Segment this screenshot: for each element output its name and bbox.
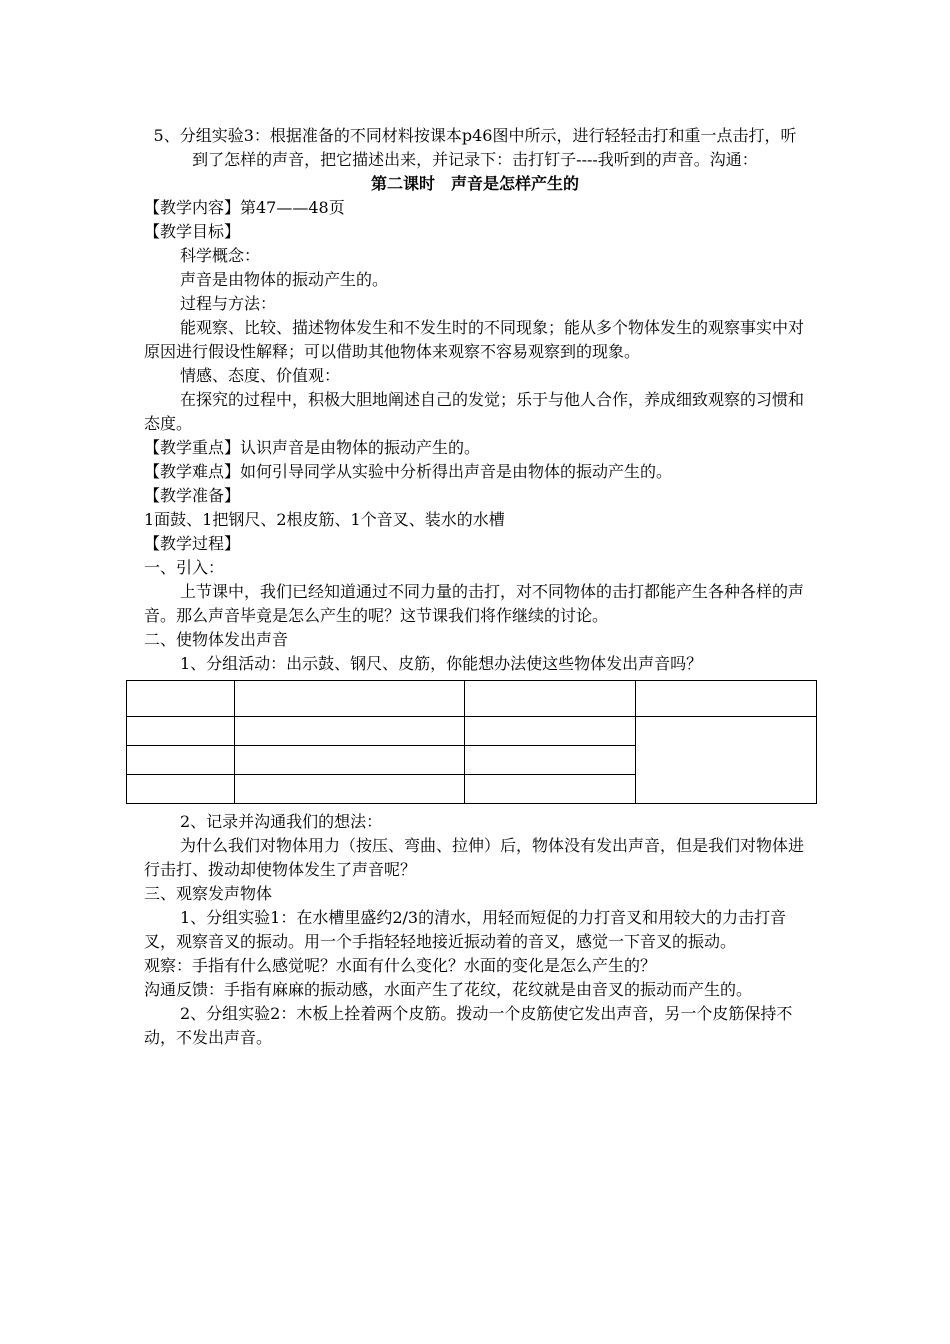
group-activity-1: 1、分组活动：出示鼓、钢尺、皮筋，你能想办法使这些物体发出声音吗？ [180,654,703,673]
table-cell [465,681,636,717]
section-3-heading: 三、观察发声物体 [144,884,273,903]
table-cell [465,775,636,804]
table-row [127,681,817,717]
section-intro-text: 上节课中，我们已经知道通过不同力量的击打，对不同物体的击打都能产生各种各样的声音。那么声音毕竟是怎么产生的呢？这节课我们将作继续的讨论。 [144,582,805,625]
teaching-key-point: 【教学重点】认识声音是由物体的振动产生的。 [144,438,481,457]
process-method-text: 能观察、比较、描述物体发生和不发生时的不同现象；能从多个物体发生的观察事实中对原因进行假设性解释；可以借助其他物体来观察不容易观察到的现象。 [144,318,805,361]
emotion-text: 在探究的过程中，积极大胆地阐述自己的发觉；乐于与他人合作，养成细致观察的习惯和态度。 [144,390,805,433]
science-concept: 声音是由物体的振动产生的。 [180,270,389,289]
observe-questions: 观察：手指有什么感觉呢？水面有什么变化？水面的变化是怎么产生的？ [144,956,657,975]
table-row [127,717,817,746]
table-cell [235,717,465,746]
table-cell [235,775,465,804]
teaching-prep-items: 1面鼓、1把钢尺、2根皮筋、1个音叉、装水的水槽 [144,510,505,529]
experiment-1: 1、分组实验1：在水槽里盛约2/3的清水，用轻而短促的力打音叉和用较大的力击打音叉，观察音叉的振动。用一个手指轻轻地接近振动着的音叉，感觉一下音叉的振动。 [144,908,787,951]
table-cell [465,746,636,775]
teaching-prep-label: 【教学准备】 [144,486,241,505]
intro-experiment-3: 5、分组实验3：根据准备的不同材料按课本p46图中所示，进行轻轻击打和重一点击打，听到了怎样的声音，把它描述出来，并记录下：击打钉子----我听到的声音。沟通： [153,126,797,169]
teaching-goals-label: 【教学目标】 [144,222,241,241]
experiment-2: 2、分组实验2：木板上拴着两个皮筋。拨动一个皮筋使它发出声音，另一个皮筋保持不动，不发出声音。 [144,1004,793,1047]
process-method-label: 过程与方法： [180,294,277,313]
section-2-heading: 二、使物体发出声音 [144,630,289,649]
table-cell [235,681,465,717]
table-cell [127,746,235,775]
record-table [126,680,817,804]
table-cell [127,775,235,804]
feedback-text: 沟通反馈：手指有麻麻的振动感，水面产生了花纹，花纹就是由音叉的振动而产生的。 [144,980,753,999]
document-page [144,124,806,1050]
teaching-difficulty: 【教学难点】如何引导同学从实验中分析得出声音是由物体的振动产生的。 [144,462,673,481]
record-ideas: 2、记录并沟通我们的想法： [180,812,383,831]
table-cell-merged [636,717,817,804]
emotion-label: 情感、态度、价值观： [180,366,341,385]
table-cell [127,717,235,746]
table-cell [465,717,636,746]
teaching-content: 【教学内容】第47——48页 [144,198,345,217]
question-text: 为什么我们对物体用力（按压、弯曲、拉伸）后，物体没有发出声音，但是我们对物体进行击打、拨动却使物体发生了声音呢？ [144,836,805,879]
table-cell [235,746,465,775]
table-cell [636,681,817,717]
science-concept-label: 科学概念： [180,246,261,265]
table-cell [127,681,235,717]
lesson-title: 第二课时 声音是怎样产生的 [370,174,579,193]
section-intro-heading: 一、引入： [144,558,225,577]
teaching-process-label: 【教学过程】 [144,534,241,553]
